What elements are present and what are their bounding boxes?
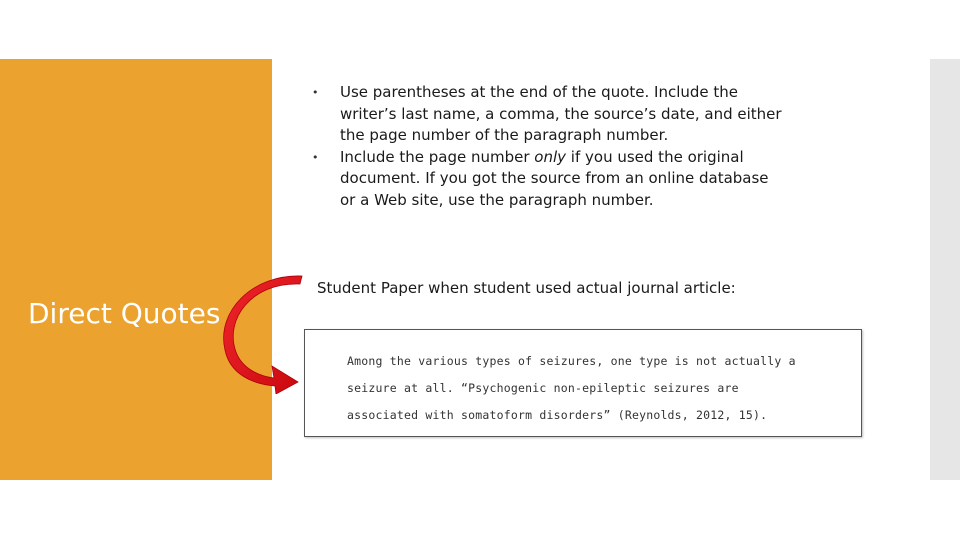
quote-line: seizure at all. “Psychogenic non-epileptic seizures are [347,381,739,395]
bullet-text-before: Include the page number [340,147,535,166]
side-strip [930,59,960,480]
quote-line: Among the various types of seizures, one type is not actually a [347,354,796,368]
example-caption: Student Paper when student used actual journal article: [317,279,736,297]
bullet-text-after: if you used the original document. If you got the source from an online database or a Web site, use the paragraph number. [340,147,769,209]
student-paper-excerpt [304,329,862,437]
bullet-list [312,82,782,211]
slide-title: Direct Quotes [28,297,221,330]
curved-arrow-icon [222,274,312,394]
quote-line: associated with somatoform disorders” (Reynolds, 2012, 15). [347,408,768,422]
bullet-item [312,82,782,147]
bullet-emphasis: only [534,147,567,166]
bullet-text: Use parentheses at the end of the quote. Include the writer’s last name, a comma, the source’s date, and either the page number of the paragraph number. [340,83,782,144]
accent-panel [0,59,272,480]
bullet-dot: • [312,150,319,164]
bullet-dot: • [312,86,319,99]
bullet-item [312,147,782,212]
